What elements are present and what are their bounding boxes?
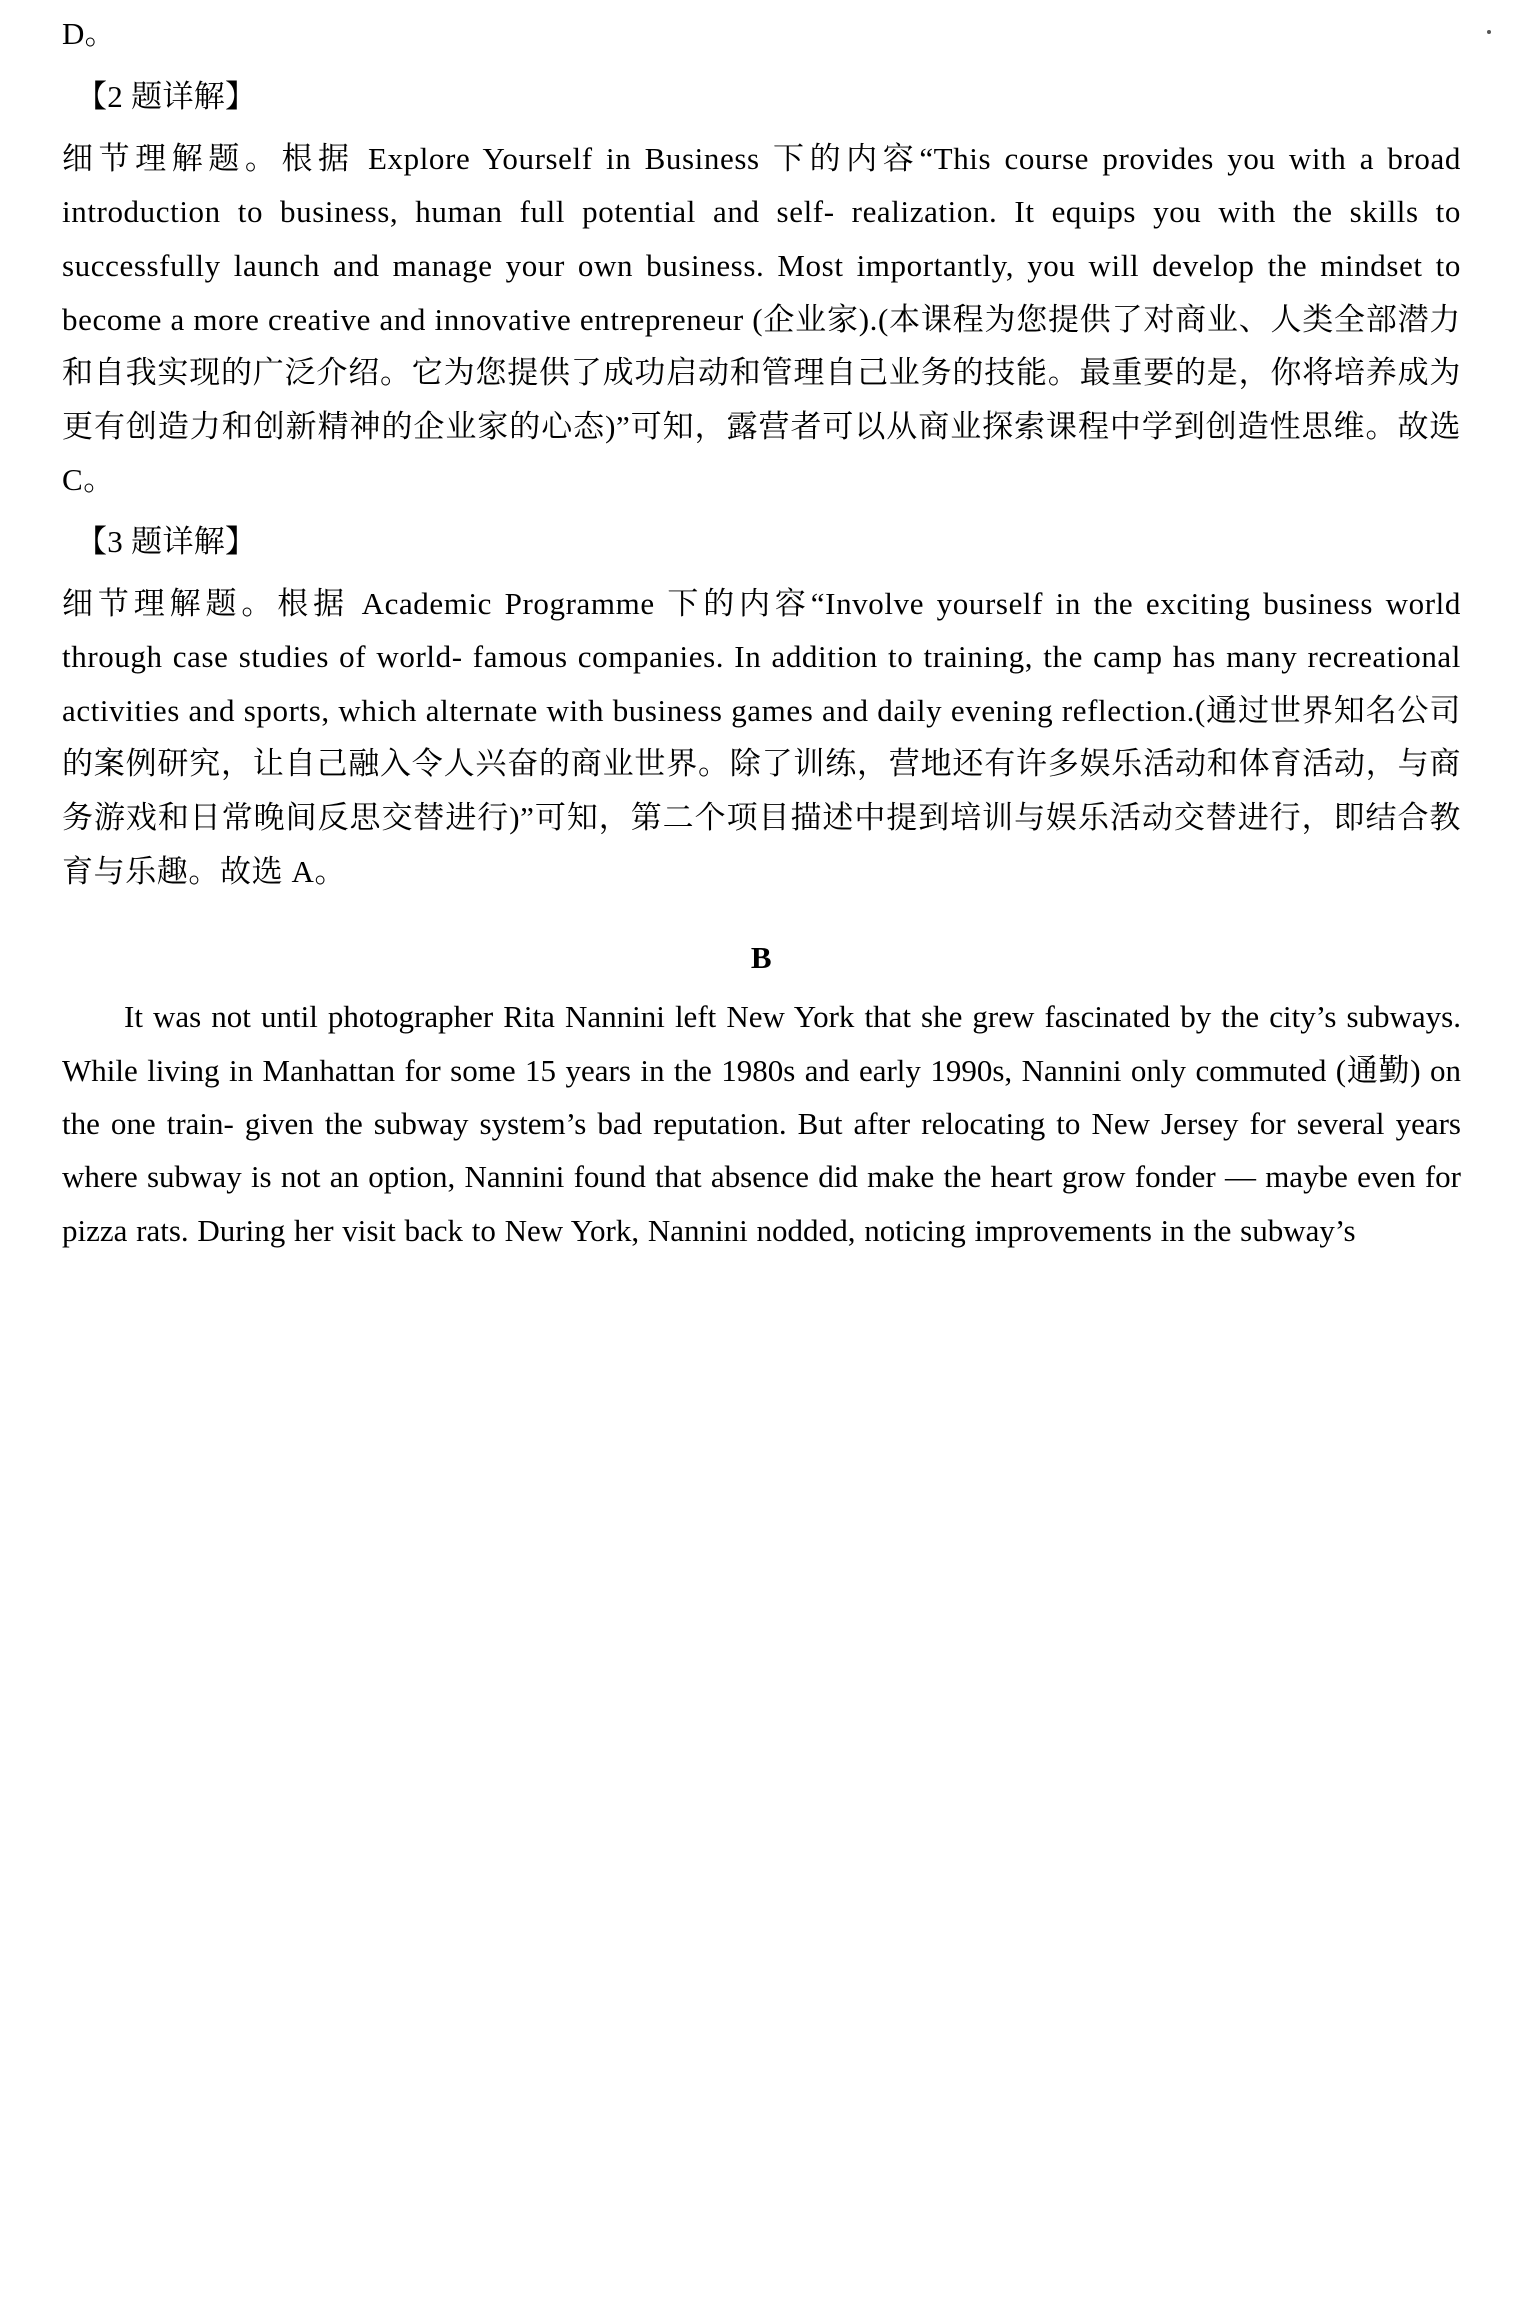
answer-line-d: D。 [62, 16, 116, 51]
question-3-explanation: 细节理解题。根据 Academic Programme 下的内容“Involve yourself in the exciting business world through case studies of world- famous companies. In addition to training, the camp has many recreational activities and sports, which alternate with business games and daily evening reflection.(通过世界知名公司的案例研究，让自己融入令人兴奋的商业世界。除了训练，营地还有许多娱乐活动和体育活动，与商务游戏和日常晚间反思交替进行)”可知，第二个项目描述中提到培训与娱乐活动交替进行，即结合教育与乐趣。故选 A。 [62, 585, 1461, 889]
question-3-heading: 【3 题详解】 [76, 524, 257, 560]
section-label-b: B [750, 940, 773, 976]
section-spacer [62, 908, 1461, 914]
question-2-explanation: 细节理解题。根据 Explore Yourself in Business 下的内容“This course provides you with a broad introduction to business, human full potential and self- realization. It equips you with the skills to successfully launch and manage your own business. Most importantly, you will develop the mindset to become a more creative and innovative entrepreneur (企业家).(本课程为您提供了对商业、人类全部潜力和自我实现的广泛介绍。它为您提供了成功启动和管理自己业务的技能。最重要的是，你将培养成为更有创造力和创新精神的企业家的心态)”可知，露营者可以从商业探索课程中学到创造性思维。故选 C。 [62, 140, 1461, 498]
reading-passage-b: It was not until photographer Rita Nannini left New York that she grew fascinated by the city’s subways. While living in Manhattan for some 15 years in the 1980s and early 1990s, Nannini only commuted (通勤) on the one train- given the subway system’s bad reputation. But after relocating to New Jersey for several years where subway is not an option, Nannini found that absence did make the heart grow fonder — maybe even for pizza rats. During her visit back to New York, Nannini nodded, noticing improvements in the subway’s [62, 999, 1461, 1248]
question-2-heading: 【2 题详解】 [76, 79, 257, 115]
page-corner-mark [1487, 30, 1491, 34]
